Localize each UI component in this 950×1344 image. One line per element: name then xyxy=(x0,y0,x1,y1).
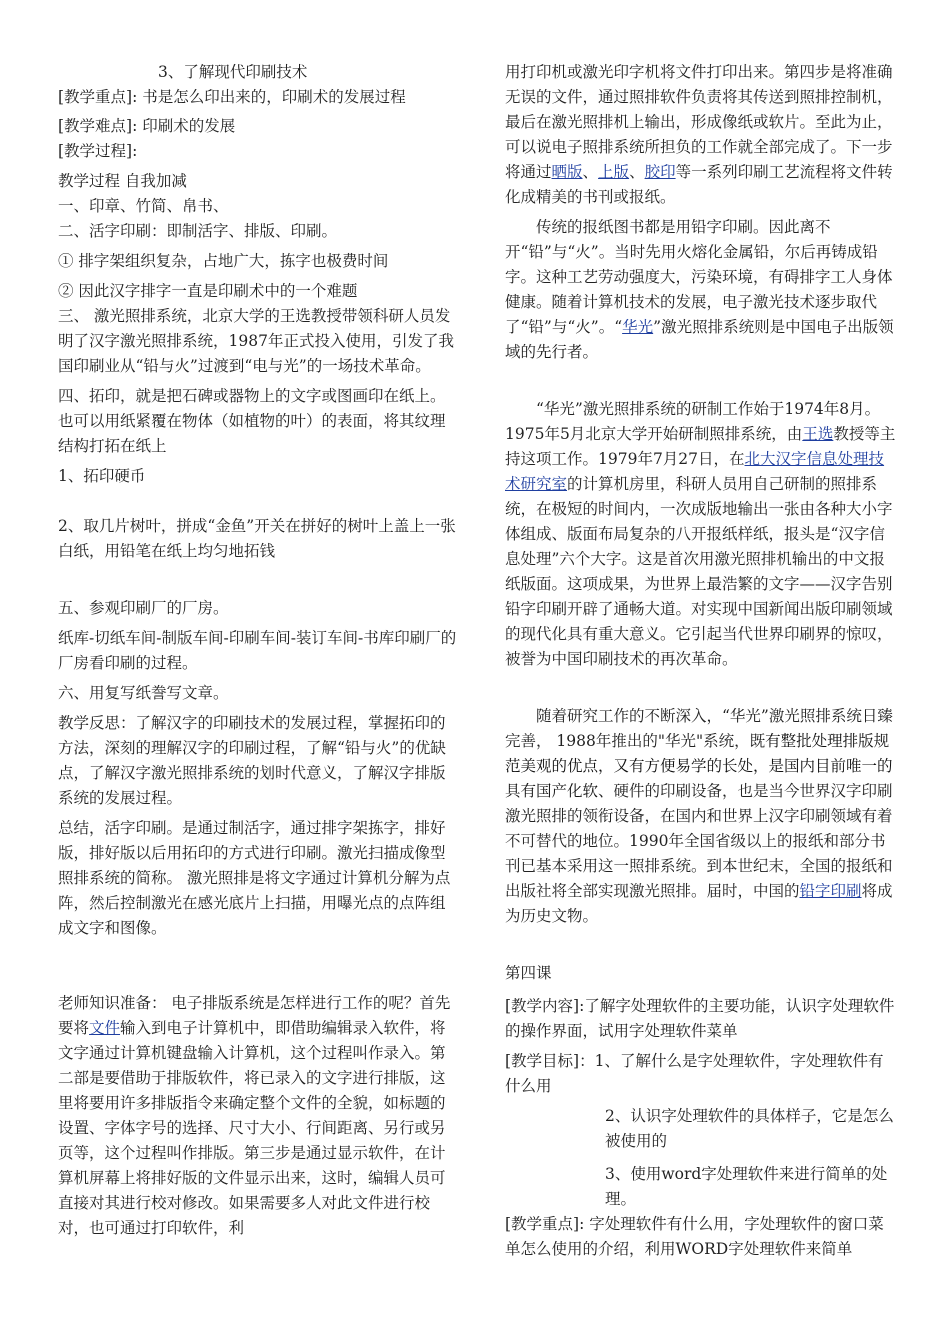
factory-flow: 纸库-切纸车间-制版车间-印刷车间-装订车间-书库印刷厂的厂房看印刷的过程。 xyxy=(58,629,457,672)
summary: 总结，活字印刷。是通过制活字，通过排字架拣字，排好版，排好版以后用拓印的方式进行印刷。激光扫描成像型照排系统的简称。 激光照排是将文字通过计算机分解为点阵，然后控制激光在感光底片上扫描，用曝光点的点阵组成文字和图像。 xyxy=(58,819,451,937)
link-shangban[interactable]: 上版 xyxy=(598,163,630,181)
left-column xyxy=(58,60,458,1241)
item-5: 五、参观印刷厂的厂房。 xyxy=(58,599,229,617)
sep-1: 、 xyxy=(582,163,599,181)
link-jiaoyin[interactable]: 胶印 xyxy=(644,163,676,181)
link-lead-printing[interactable]: 铅字印刷 xyxy=(799,882,862,900)
para-output xyxy=(505,60,897,210)
link-shaiban[interactable]: 晒版 xyxy=(551,163,583,181)
para-progress-text-d: 将成为历史文物。 xyxy=(505,882,893,925)
sep-2: 、 xyxy=(629,163,645,181)
teaching-goal-1: [教学目标]：1、了解什么是字处理软件，字处理软件有什么用 xyxy=(505,1052,884,1095)
para-progress xyxy=(505,704,897,929)
right-column xyxy=(505,60,897,1262)
link-pku-lab[interactable]: 北大汉字信息处理技术研究室 xyxy=(505,450,885,493)
difficulty: [教学难点]: 印刷术的发展 xyxy=(58,117,236,135)
para-traditional xyxy=(505,215,897,365)
para-traditional-text-b: ”激光照排系统则是中国电子出版领域的 xyxy=(505,318,894,361)
reflection: 教学反思：了解汉字的印刷技术的发展过程，掌握拓印的方法，深刻的理解汉字的印刷过程，了解“铅与火”的优缺点，了解汉字激光照排系统的划时代意义，了解汉字排版系统的发展过程。 xyxy=(58,714,446,807)
item-2: 二、活字印刷：即制活字、排版、印刷。 xyxy=(58,222,338,240)
teaching-goal-2: 2、认识字处理软件的具体样子，它是怎么被使用的 xyxy=(605,1107,894,1150)
sub-item-2: 2、取几片树叶，拼成“金鱼”开关在拼好的树叶上盖上一张白纸，用铅笔在纸上均匀地拓钱 xyxy=(58,517,456,560)
item-6: 六、用复写纸誊写文章。 xyxy=(58,684,229,702)
para-history xyxy=(505,397,897,672)
circle-item-1: ① 排字架组织复杂，占地广大，拣字也极费时间 xyxy=(58,252,389,270)
para-output-text-a: 用打印机或激光印字机将文件打印出来。第四步是将准确无误的文件，通过照排软件负责将其传送到照排控制机，最后在激光照排机上输出，形成像纸或软片。至此为止，可以说电子照排系统所担负的工作就全部完成了。下一步将通过 xyxy=(505,63,893,181)
sub-item-1: 1、拓印硬币 xyxy=(58,467,146,485)
process-label: [教学过程]: xyxy=(58,142,138,160)
teaching-content: [教学内容]:了解字处理软件的主要功能，认识字处理软件的操作界面，试用字处理软件菜单 xyxy=(505,997,895,1040)
para-progress-text-c: 、硬件的印刷设备，也是当今世界汉字印刷激光照排的领衔设备，在国内和世界上汉字印刷领域有着不可替代的地位。1990年全国省级以上的报纸和部分书刊已基本采用这一照排系统。到本世纪末，全国的报纸和出版社将全部实现激光照排。届时，中国的 xyxy=(505,782,893,900)
lesson-4-heading: 第四课 xyxy=(505,964,552,982)
teacher-prep-b: 输入到电子计算机中，即借助编辑录入软件，将文字通过计算机键盘输入计算机，这个过程叫作录入。第二部是要借助于排版软件，将已录入的文字进行排版，这里将要用许多排版指令来确定整个文件的全貌，如标题的设置、字体字号的选择、尺寸大小、行间距离、另行或另页等，这个过程叫作排版。第三步是通过显示软件，在计算机屏幕上将排好版的文件显示出来，这时，编辑人员可直接对其进行校对修改。如果需要多人对此文件进行校对，也可通过打印软件，利 xyxy=(58,1019,446,1237)
teaching-key-point: [教学重点]: 字处理软件有什么用，字处理软件的窗口菜单怎么使用的介绍，利用WORD字处理软件来简单 xyxy=(505,1215,884,1258)
teacher-prep xyxy=(58,991,458,1241)
item-4: 四、拓印，就是把石碑或器物上的文字或图画印在纸上。也可以用纸紧覆在物体（如植物的叶）的表面，将其纹理结构打拓在纸上 xyxy=(58,387,446,455)
para-output-text-b: 等一系列印刷工艺流程将文件转化成精美的书刊或报纸。 xyxy=(505,163,893,206)
para-traditional-text-a: 传统的报纸图书都是用铅字印刷。因此离不开“铅”与“火”。当时先用火熔化金属铅，尔后再铸成铅字。这种工艺劳动强度大，污染环境，有碍排字工人身体健康。随着计算机技术的发展，电子激光技术逐步取代了“铅”与“火”。“ xyxy=(505,218,893,336)
file-link[interactable]: 文件 xyxy=(89,1019,121,1037)
para-history-text-b: 教授等主持这项工作。1979年7月27日，在 xyxy=(505,425,896,468)
lesson-title: 3、了解现代印刷技术 xyxy=(158,63,308,81)
key-point: [教学重点]: 书是怎么印出来的，印刷术的发展过程 xyxy=(58,88,406,106)
para-traditional-text-c: 先行者。 xyxy=(536,343,599,361)
teaching-goal-3: 3、使用word字处理软件来进行简单的处理。 xyxy=(605,1165,888,1208)
teacher-prep-a: 老师知识准备： 电子排版系统是怎样进行工作的呢？首先要将 xyxy=(58,994,451,1037)
link-huaguang[interactable]: 华光 xyxy=(622,318,654,336)
item-3: 三、 激光照排系统，北京大学的王选教授带领科研人员发明了汉字激光照排系统，1987年正式投入使用，引发了我国印刷业从“铅与火”过渡到“电与光”的一场技术革命。 xyxy=(58,307,454,375)
para-progress-text-a: 随着研究工作的不断深入，“华光”激光照排系统日臻完善， 1988年推出的"华光"系统，既 xyxy=(505,707,893,750)
item-1: 一、印章、竹简、帛书、 xyxy=(58,197,229,215)
para-history-text-c: 的计算机房里，科研人员用自己研制的照排系统，在极短的时间内，一次成版地输出一张由各种大小字体组成、版面布局复杂的八开报纸样纸，报头是“汉字信息处理”六个大字。这是首次用激光照排机输出的中文报纸版面。这项成果，为世界上最浩繁的文字——汉字告别铅字印刷开辟了通畅大道。对实现中国新闻出版印刷领域的现代化具有重大意义。它引起当代世界印刷界的惊叹，被誉为中国印刷技术的再次革命。 xyxy=(505,475,893,668)
para-progress-text-b: 有整批处理排版规范美观的优点，又有方便易学的长处，是国内目前唯一的具有国产化软 xyxy=(505,732,893,800)
circle-item-2: ② 因此汉字排字一直是印刷术中的一个难题 xyxy=(58,282,358,300)
link-wangxuan[interactable]: 王选 xyxy=(802,425,834,443)
process-head: 教学过程 自我加减 xyxy=(58,172,187,190)
para-history-text-a: “华光”激光照排系统的研制工作始于1974年8月。1975年5月北京大学开始研制照排系统，由 xyxy=(505,400,881,443)
